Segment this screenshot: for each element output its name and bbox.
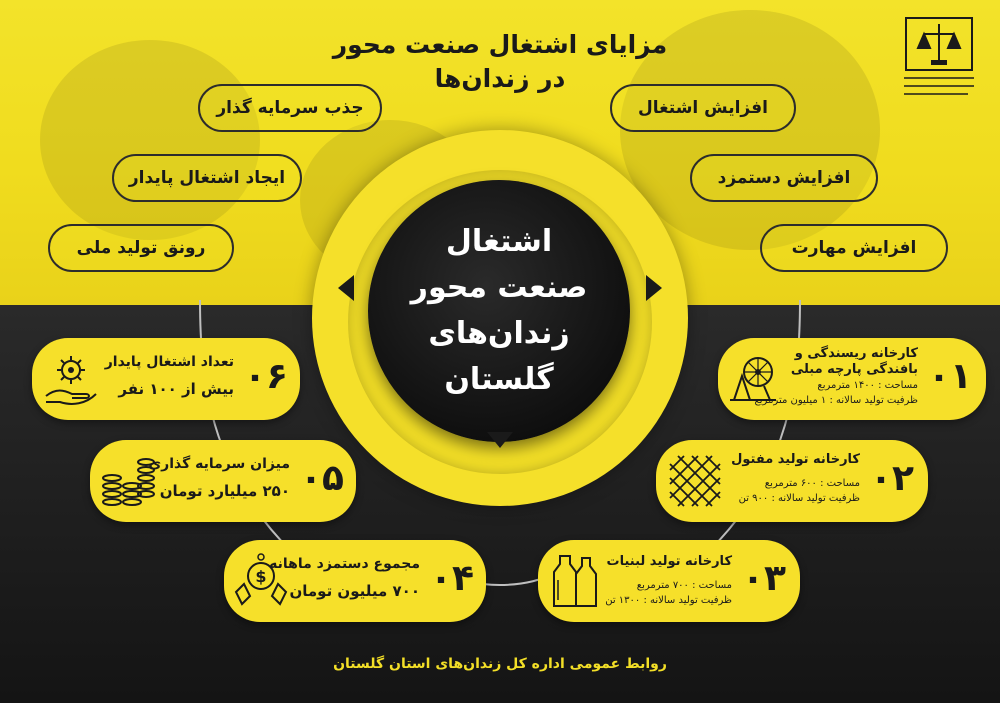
factory-card-spinning [718,338,986,420]
coins-icon [98,452,156,510]
card-title: مجموع دستمزد ماهانه [269,556,420,572]
arrow-down-icon [487,432,513,448]
arrow-right-icon [646,275,662,301]
card-value: ۲۵۰ میلیارد تومان [159,482,290,500]
stat-card-wages [224,540,486,622]
title-line-1: مزایای اشتغال صنعت محور [332,30,668,59]
center-line-1: اشتغال [445,224,553,259]
benefit-label: افزایش دستمزد [717,168,851,188]
gear-hand-icon [42,350,100,408]
footer-credit: روابط عمومی اداره کل زندان‌های استان گلستان [333,656,667,672]
factory-card-dairy [538,540,800,622]
card-value: بیش از ۱۰۰ نفر [118,380,234,398]
prisons-organization-logo [898,14,980,104]
title-line-2: در زندان‌ها [434,64,566,93]
svg-text:$: $ [255,567,267,586]
card-number: ۰۵ [300,458,344,499]
card-capacity: ظرفیت تولید سالانه : ۱ میلیون مترمربع [754,395,918,406]
card-area: مساحت : ۷۰۰ مترمربع [636,580,732,591]
center-line-3: زندان‌های [428,316,570,351]
card-title: کارخانه تولید مفتول [731,452,860,467]
benefit-label: ایجاد اشتغال پایدار [128,168,286,188]
benefit-label: جذب سرمایه گذار [216,98,364,118]
benefit-attract-investor [198,84,382,132]
center-line-2: صنعت محور [410,270,588,305]
card-number: ۰۱ [928,356,972,397]
benefit-label: رونق تولید ملی [76,238,206,258]
card-area: مساحت : ۶۰۰ مترمربع [764,478,860,489]
card-capacity: ظرفیت تولید سالانه : ۹۰۰ تن [738,493,860,504]
card-title: تعداد اشتغال پایدار [104,354,234,370]
benefit-national-production [48,224,234,272]
money-hand-icon [232,552,290,610]
card-area: مساحت : ۱۴۰۰ مترمربع [817,380,918,391]
benefit-increase-employment [610,84,796,132]
benefit-label: افزایش اشتغال [638,98,768,118]
card-number: ۰۶ [244,356,288,397]
stat-card-employment [32,338,300,420]
card-number: ۰۲ [870,458,914,499]
benefit-sustainable-employment [112,154,302,202]
center-line-4: گلستان [444,362,554,397]
benefit-label: افزایش مهارت [791,238,917,258]
stat-card-investment [90,440,356,522]
card-title: کارخانه ریسندگی و بافندگی پارچه مبلی [790,346,918,377]
card-title: میزان سرمایه گذاری [148,456,290,472]
benefit-increase-skill [760,224,948,272]
benefit-increase-wage [690,154,878,202]
spinning-wheel-icon [724,350,782,408]
factory-card-wire [656,440,928,522]
center-title-circle [368,180,630,442]
arrow-left-icon [338,275,354,301]
card-number: ۰۴ [430,558,474,599]
card-number: ۰۳ [742,558,786,599]
card-value: ۷۰۰ میلیون تومان [289,582,420,600]
card-title: کارخانه تولید لبنیات [606,554,732,569]
card-capacity: ظرفیت تولید سالانه : ۱۳۰۰ تن [605,595,732,606]
wire-mesh-icon [666,452,724,510]
milk-bottles-icon [546,552,604,610]
